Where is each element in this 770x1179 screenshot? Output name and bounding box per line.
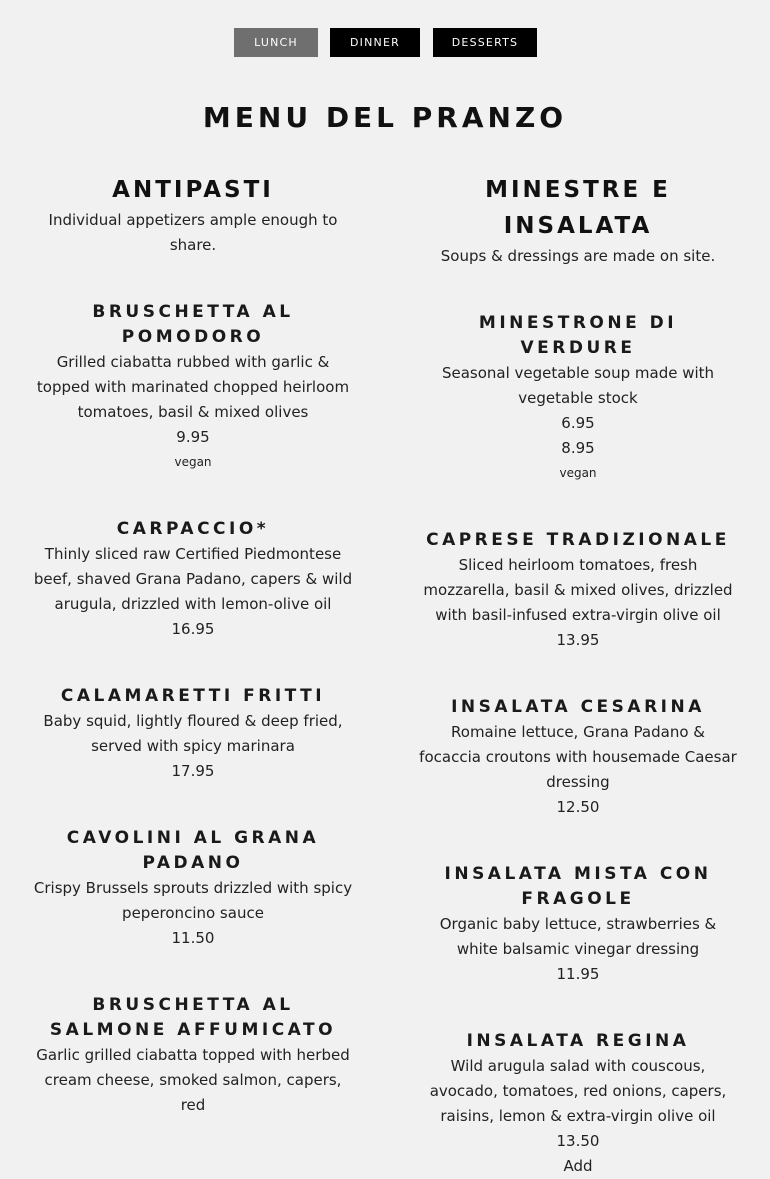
antipasti-section xyxy=(33,172,353,1118)
item-name: CARPACCIO* xyxy=(116,519,270,539)
menu-item xyxy=(418,528,738,653)
menu-item xyxy=(418,862,738,987)
item-name: INSALATA CESARINA xyxy=(451,697,705,717)
item-name: INSALATA MISTA CON FRAGOLE xyxy=(444,864,712,909)
item-price: 13.95 xyxy=(556,631,600,649)
item-description: Seasonal vegetable soup made with vegetable stock xyxy=(441,364,715,407)
item-name: CAVOLINI AL GRANA PADANO xyxy=(66,828,320,873)
item-price-large: 8.95 xyxy=(561,439,595,457)
item-addon: Add xyxy=(563,1157,593,1175)
item-price: 11.95 xyxy=(556,965,600,983)
item-name: MINESTRONE DI VERDURE xyxy=(478,313,678,358)
item-description: Thinly sliced raw Certified Piedmontese beef, shaved Grana Padano, capers & wild arugula, drizzled with lemon-olive oil xyxy=(33,545,353,613)
item-price: 6.95 xyxy=(561,414,595,432)
item-description: Baby squid, lightly floured & deep fried, served with spicy marinara xyxy=(43,712,343,755)
menu-item xyxy=(33,300,353,475)
menu-item xyxy=(418,695,738,820)
item-name: BRUSCHETTA AL POMODORO xyxy=(92,302,294,347)
tab-desserts[interactable]: DESSERTS xyxy=(433,28,537,57)
item-description: Organic baby lettuce, strawberries & white balsamic vinegar dressing xyxy=(439,915,717,958)
tab-lunch[interactable]: LUNCH xyxy=(234,28,318,57)
menu-item xyxy=(33,826,353,951)
item-price: 9.95 xyxy=(176,428,210,446)
item-price: 11.50 xyxy=(171,929,215,947)
menu-item xyxy=(33,684,353,784)
item-description: Crispy Brussels sprouts drizzled with spicy peperoncino sauce xyxy=(33,879,353,922)
item-description: Romaine lettuce, Grana Padano & focaccia croutons with housemade Caesar dressing xyxy=(419,723,737,791)
item-tag: vegan xyxy=(559,466,597,480)
item-description: Sliced heirloom tomatoes, fresh mozzarella, basil & mixed olives, drizzled with basil-infused extra-virgin olive oil xyxy=(423,556,733,624)
minestre-section xyxy=(418,172,738,1179)
item-name: INSALATA REGINA xyxy=(466,1031,690,1051)
tab-dinner[interactable]: DINNER xyxy=(330,28,420,57)
menu-item xyxy=(418,311,738,486)
item-tag: vegan xyxy=(174,455,212,469)
item-price: 12.50 xyxy=(556,798,600,816)
item-description: Garlic grilled ciabatta topped with herbed cream cheese, smoked salmon, capers, red xyxy=(36,1046,350,1114)
item-name: CAPRESE TRADIZIONALE xyxy=(426,530,730,550)
page-title: MENU DEL PRANZO xyxy=(202,101,568,134)
menu-item xyxy=(418,1029,738,1179)
menu-tabs xyxy=(0,28,770,57)
section-title: ANTIPASTI xyxy=(112,177,274,203)
item-price: 17.95 xyxy=(171,762,215,780)
section-description: Individual appetizers ample enough to share. xyxy=(48,211,338,254)
section-description: Soups & dressings are made on site. xyxy=(440,247,716,265)
item-name: CALAMARETTI FRITTI xyxy=(60,686,326,706)
menu-item xyxy=(33,517,353,642)
item-description: Wild arugula salad with couscous, avocado, tomatoes, red onions, capers, raisins, lemon & extra-virgin olive oil xyxy=(429,1057,727,1125)
section-title: MINESTRE E INSALATA xyxy=(485,177,671,239)
menu-item xyxy=(33,993,353,1118)
item-price: 16.95 xyxy=(171,620,215,638)
item-description: Grilled ciabatta rubbed with garlic & topped with marinated chopped heirloom tomatoes, basil & mixed olives xyxy=(36,353,350,421)
item-price: 13.50 xyxy=(556,1132,600,1150)
item-name: BRUSCHETTA AL SALMONE AFFUMICATO xyxy=(49,995,337,1040)
